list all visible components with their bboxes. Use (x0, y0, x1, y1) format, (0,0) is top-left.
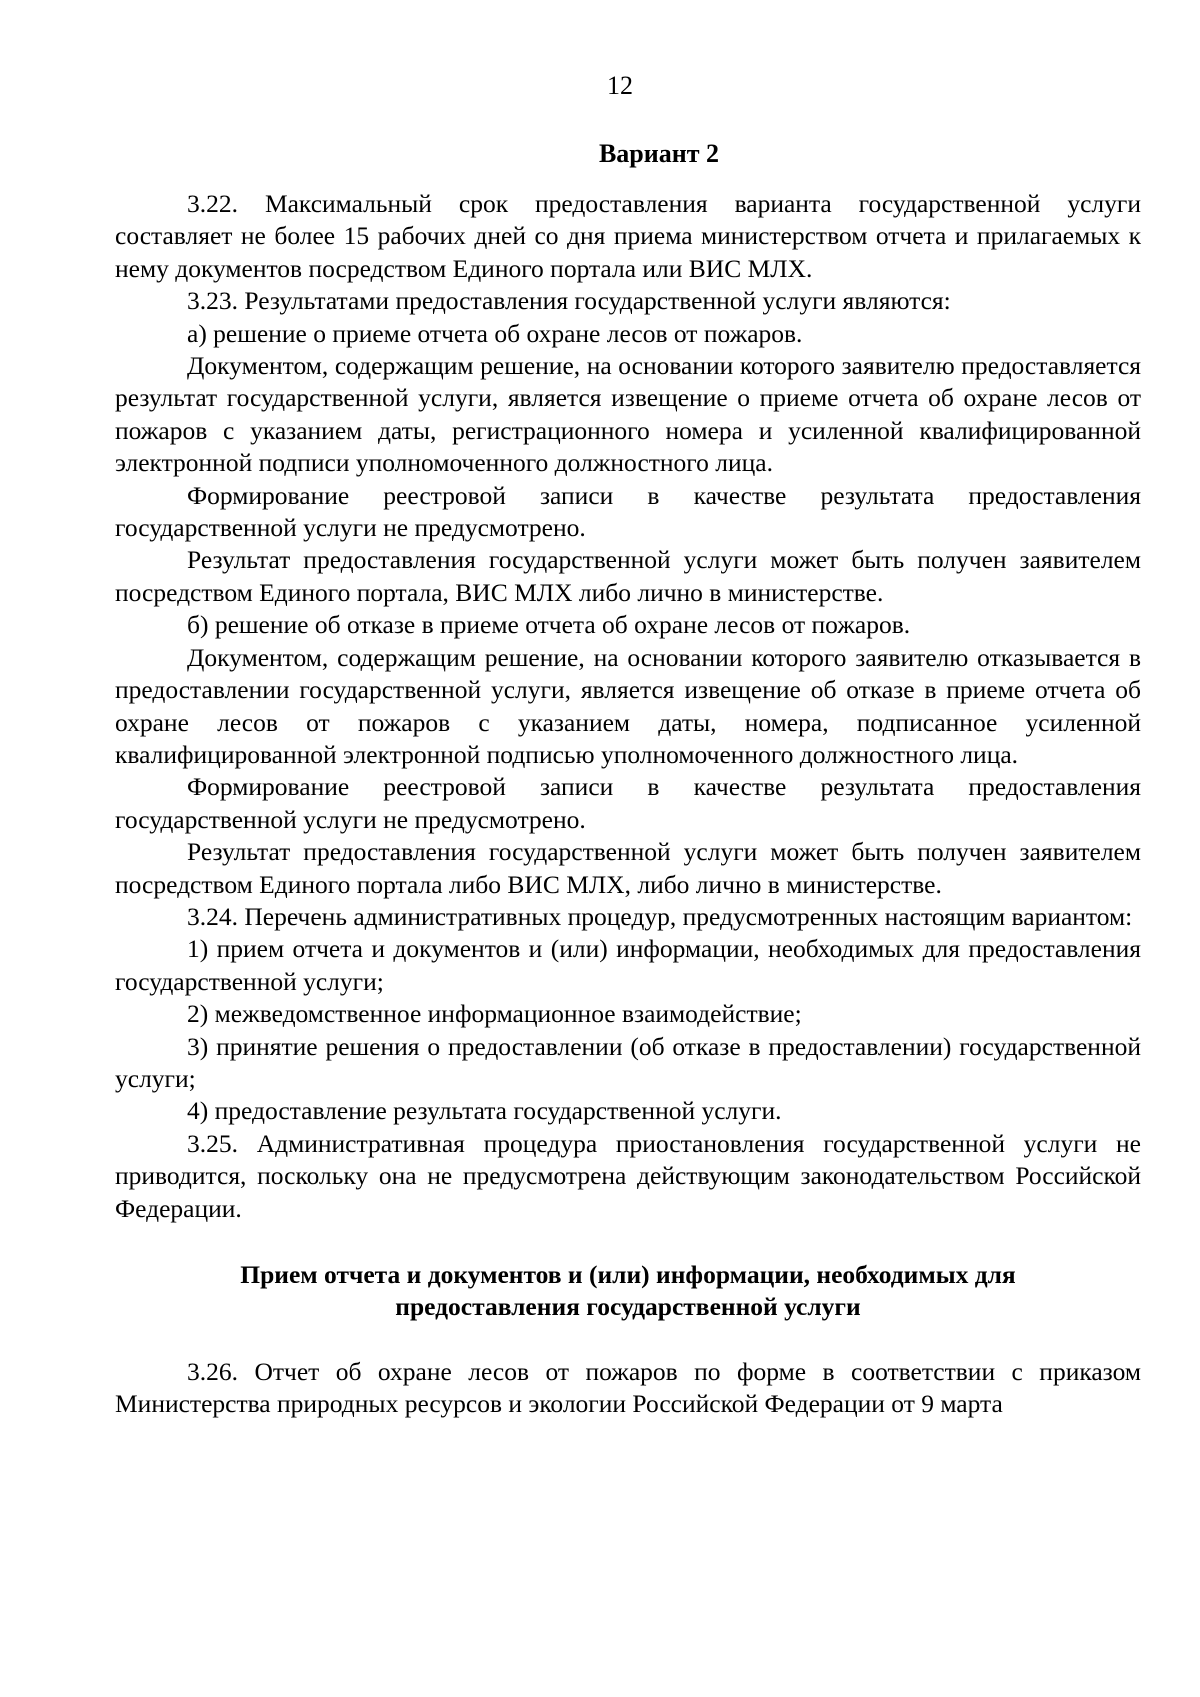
paragraph-3-23: 3.23. Результатами предоставления государственной услуги являются: (187, 286, 951, 316)
list-item-procedure-1: 1) прием отчета и документов и (или) информации, необходимых для предоставления государственной услуги; (115, 934, 1141, 996)
page-number: 12 (607, 71, 633, 100)
paragraph-3-22: 3.22. Максимальный срок предоставления варианта государственной услуги составляет не более 15 рабочих дней со дня приема министерством отчета и прилагаемых к нему документов посредством Единого портала или ВИС МЛХ. (115, 189, 1141, 283)
paragraph-result-b: б) решение об отказе в приеме отчета об охране лесов от пожаров. (187, 610, 911, 640)
paragraph-result-a: а) решение о приеме отчета об охране лесов от пожаров. (187, 318, 803, 348)
section-heading: Прием отчета и документов и (или) информации, необходимых для предоставления государственной услуги (240, 1260, 1016, 1322)
paragraph-result-delivery-1: Результат предоставления государственной услуги может быть получен заявителем посредством Единого портала, ВИС МЛХ либо лично в министерстве. (115, 545, 1141, 607)
list-item-procedure-4: 4) предоставление результата государственной услуги. (187, 1096, 782, 1126)
paragraph-3-24: 3.24. Перечень административных процедур, предусмотренных настоящим вариантом: (187, 901, 1133, 931)
paragraph-document-refusal: Документом, содержащим решение, на основании которого заявителю отказывается в предоставлении государственной услуги, является извещение об отказе в приеме отчета об охране лесов от пожаров с указанием даты, номера, подписанное усиленной квалифицированной электронной подписью уполномоченного должностного лица. (115, 642, 1141, 769)
variant-title: Вариант 2 (598, 139, 720, 168)
paragraph-result-delivery-2: Результат предоставления государственной услуги может быть получен заявителем посредством Единого портала либо ВИС МЛХ, либо лично в министерстве. (115, 837, 1141, 899)
paragraph-3-26: 3.26. Отчет об охране лесов от пожаров по форме в соответствии с приказом Министерства природных ресурсов и экологии Российской Федерации от 9 марта (115, 1356, 1141, 1419)
document-body (115, 188, 1141, 1421)
list-item-procedure-2: 2) межведомственное информационное взаимодействие; (187, 999, 802, 1029)
paragraph-3-25: 3.25. Административная процедура приостановления государственной услуги не приводится, поскольку она не предусмотрена действующим законодательством Российской Федерации. (115, 1128, 1141, 1223)
paragraph-document-acceptance: Документом, содержащим решение, на основании которого заявителю предоставляется результат государственной услуги, является извещение о приеме отчета об охране лесов от пожаров с указанием даты, регистрационного номера и усиленной квалифицированной электронной подписи уполномоченного должностного лица. (115, 351, 1141, 478)
paragraph-registry-record-2: Формирование реестровой записи в качестве результата предоставления государственной услуги не предусмотрено. (115, 772, 1141, 834)
list-item-procedure-3: 3) принятие решения о предоставлении (об отказе в предоставлении) государственной услуги; (115, 1031, 1141, 1093)
paragraph-registry-record-1: Формирование реестровой записи в качестве результата предоставления государственной услуги не предусмотрено. (115, 480, 1141, 543)
